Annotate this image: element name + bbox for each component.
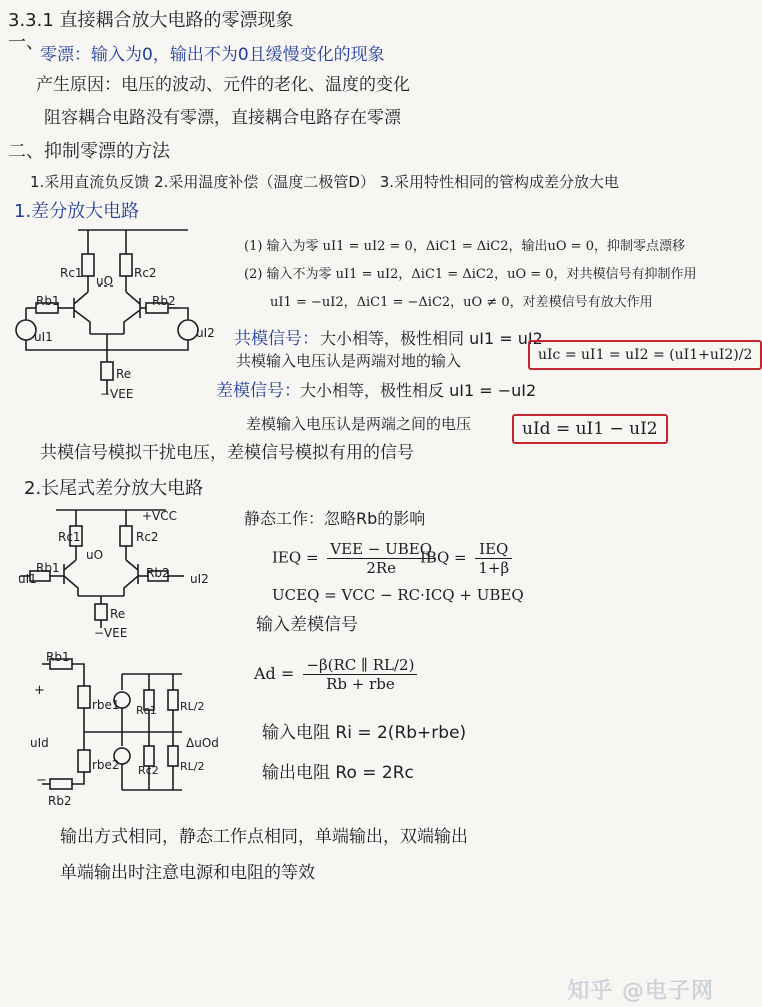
long-tail-heading: 2.长尾式差分放大电路 bbox=[24, 478, 204, 499]
ad-fraction bbox=[303, 656, 417, 693]
c1-vee: −VEE bbox=[100, 387, 134, 401]
uceq-formula: UCEQ = VCC − RC·ICQ + UBEQ bbox=[272, 586, 524, 604]
c3-rbe1: rbe1 bbox=[92, 698, 120, 712]
common-mode-label: 共模信号： bbox=[234, 329, 319, 349]
signal-summary: 共模信号模拟干扰电压，差模信号模拟有用的信号 bbox=[40, 443, 414, 463]
coupling-note: 阻容耦合电路没有零漂，直接耦合电路存在零漂 bbox=[44, 108, 401, 128]
common-mode-desc: 大小相等，极性相同 uI1 = uI2 bbox=[320, 329, 543, 348]
common-mode-formula-box: uIc = uI1 = uI2 = (uI1+uI2)/2 bbox=[528, 340, 762, 370]
c3-plus: + bbox=[34, 683, 45, 698]
diff-amp-heading: 1.差分放大电路 bbox=[14, 201, 140, 222]
c3-rc1: Rc1 bbox=[136, 704, 157, 717]
c2-re: Re bbox=[110, 607, 126, 621]
c3-rb1: Rb1 bbox=[46, 650, 70, 664]
c1-rb2: Rb2 bbox=[152, 294, 176, 308]
diff-mode-formula-box: uId = uI1 − uI2 bbox=[512, 414, 668, 444]
diff-case-1: (1) 输入为零 uI1 = uI2 = 0，ΔiC1 = ΔiC2，输出uO = 0，抑制零点漂移 bbox=[244, 239, 685, 254]
c3-uid: uId bbox=[30, 736, 49, 750]
suppression-methods: 1.采用直流负反馈 2.采用温度补偿（温度二极管D） 3.采用特性相同的管构成差分放大电 bbox=[30, 173, 620, 191]
diff-mode-note: 差模输入电压认是两端之间的电压 bbox=[246, 415, 472, 433]
footer-note-1: 输出方式相同，静态工作点相同，单端输出，双端输出 bbox=[60, 827, 468, 847]
ieq-formula bbox=[272, 540, 439, 577]
input-resistance: 输入电阻 Ri = 2(Rb+rbe) bbox=[262, 723, 467, 743]
c3-minus: − bbox=[36, 773, 47, 788]
c1-rc1: Rc1 bbox=[60, 266, 83, 280]
c2-rc1: Rc1 bbox=[58, 530, 81, 544]
section-2-heading: 二、抑制零漂的方法 bbox=[8, 141, 170, 162]
ad-formula bbox=[254, 656, 421, 693]
c2-rb2: Rb2 bbox=[146, 566, 170, 580]
c2-ui2: uI2 bbox=[190, 572, 209, 586]
diff-case-3: uI1 = −uI2，ΔiC1 = −ΔiC2，uO ≠ 0，对差模信号有放大作用 bbox=[270, 295, 653, 310]
ibq-lhs: IBQ = bbox=[420, 548, 467, 567]
ibq-formula bbox=[420, 540, 516, 577]
c2-uo: uO bbox=[86, 548, 104, 562]
c3-rbe2: rbe2 bbox=[92, 758, 120, 772]
c1-ui1: uI1 bbox=[34, 330, 53, 344]
c1-rb1: Rb1 bbox=[36, 294, 60, 308]
c2-rb1: Rb1 bbox=[36, 561, 60, 575]
static-analysis: 静态工作：忽略Rb的影响 bbox=[244, 509, 426, 528]
section-1-number: 一、 bbox=[8, 32, 44, 53]
drift-cause: 产生原因：电压的波动、元件的老化、温度的变化 bbox=[36, 75, 410, 95]
c1-ui2: uI2 bbox=[196, 326, 215, 340]
c2-rc2: Rc2 bbox=[136, 530, 159, 544]
ad-denominator: Rb + rbe bbox=[326, 675, 395, 693]
c2-ui1: uI1 bbox=[18, 572, 37, 586]
c3-rb2: Rb2 bbox=[48, 794, 72, 808]
c1-uo: uO bbox=[96, 274, 114, 288]
ieq-fraction bbox=[327, 540, 435, 577]
ad-lhs: Ad = bbox=[254, 664, 295, 683]
diff-case-2: (2) 输入不为零 uI1 = uI2，ΔiC1 = ΔiC2，uO = 0，对共模信号有抑制作用 bbox=[244, 267, 697, 282]
ieq-lhs: IEQ = bbox=[272, 548, 319, 567]
footer-note-2: 单端输出时注意电源和电阻的等效 bbox=[60, 863, 315, 883]
c3-rc2: Rc2 bbox=[138, 764, 159, 777]
watermark: 知乎 @电子网 bbox=[567, 979, 714, 1004]
c3-rl-half-bottom: RL/2 bbox=[180, 760, 205, 773]
page-title: 3.3.1 直接耦合放大电路的零漂现象 bbox=[8, 10, 294, 31]
c2-vcc: +VCC bbox=[142, 509, 178, 523]
ibq-denominator: 1+β bbox=[478, 559, 510, 577]
c2-vee: −VEE bbox=[94, 626, 128, 640]
c1-re: Re bbox=[116, 367, 132, 381]
ibq-fraction bbox=[475, 540, 512, 577]
c3-rl-half-top: RL/2 bbox=[180, 700, 205, 713]
ibq-numerator: IEQ bbox=[475, 540, 512, 559]
common-mode-note: 共模输入电压认是两端对地的输入 bbox=[236, 352, 462, 370]
c1-rc2: Rc2 bbox=[134, 266, 157, 280]
drift-definition: 零漂：输入为0，输出不为0且缓慢变化的现象 bbox=[40, 45, 385, 65]
output-resistance: 输出电阻 Ro = 2Rc bbox=[262, 763, 414, 783]
input-diff-signal: 输入差模信号 bbox=[256, 615, 358, 635]
ieq-denominator: 2Re bbox=[366, 559, 397, 577]
diff-mode-label: 差模信号： bbox=[216, 381, 301, 401]
diff-mode-desc: 大小相等，极性相反 uI1 = −uI2 bbox=[300, 381, 537, 400]
c3-duod: ΔuOd bbox=[186, 736, 219, 750]
ieq-numerator: VEE − UBEQ bbox=[327, 540, 435, 559]
ad-numerator: −β(RC ∥ RL/2) bbox=[303, 656, 417, 675]
